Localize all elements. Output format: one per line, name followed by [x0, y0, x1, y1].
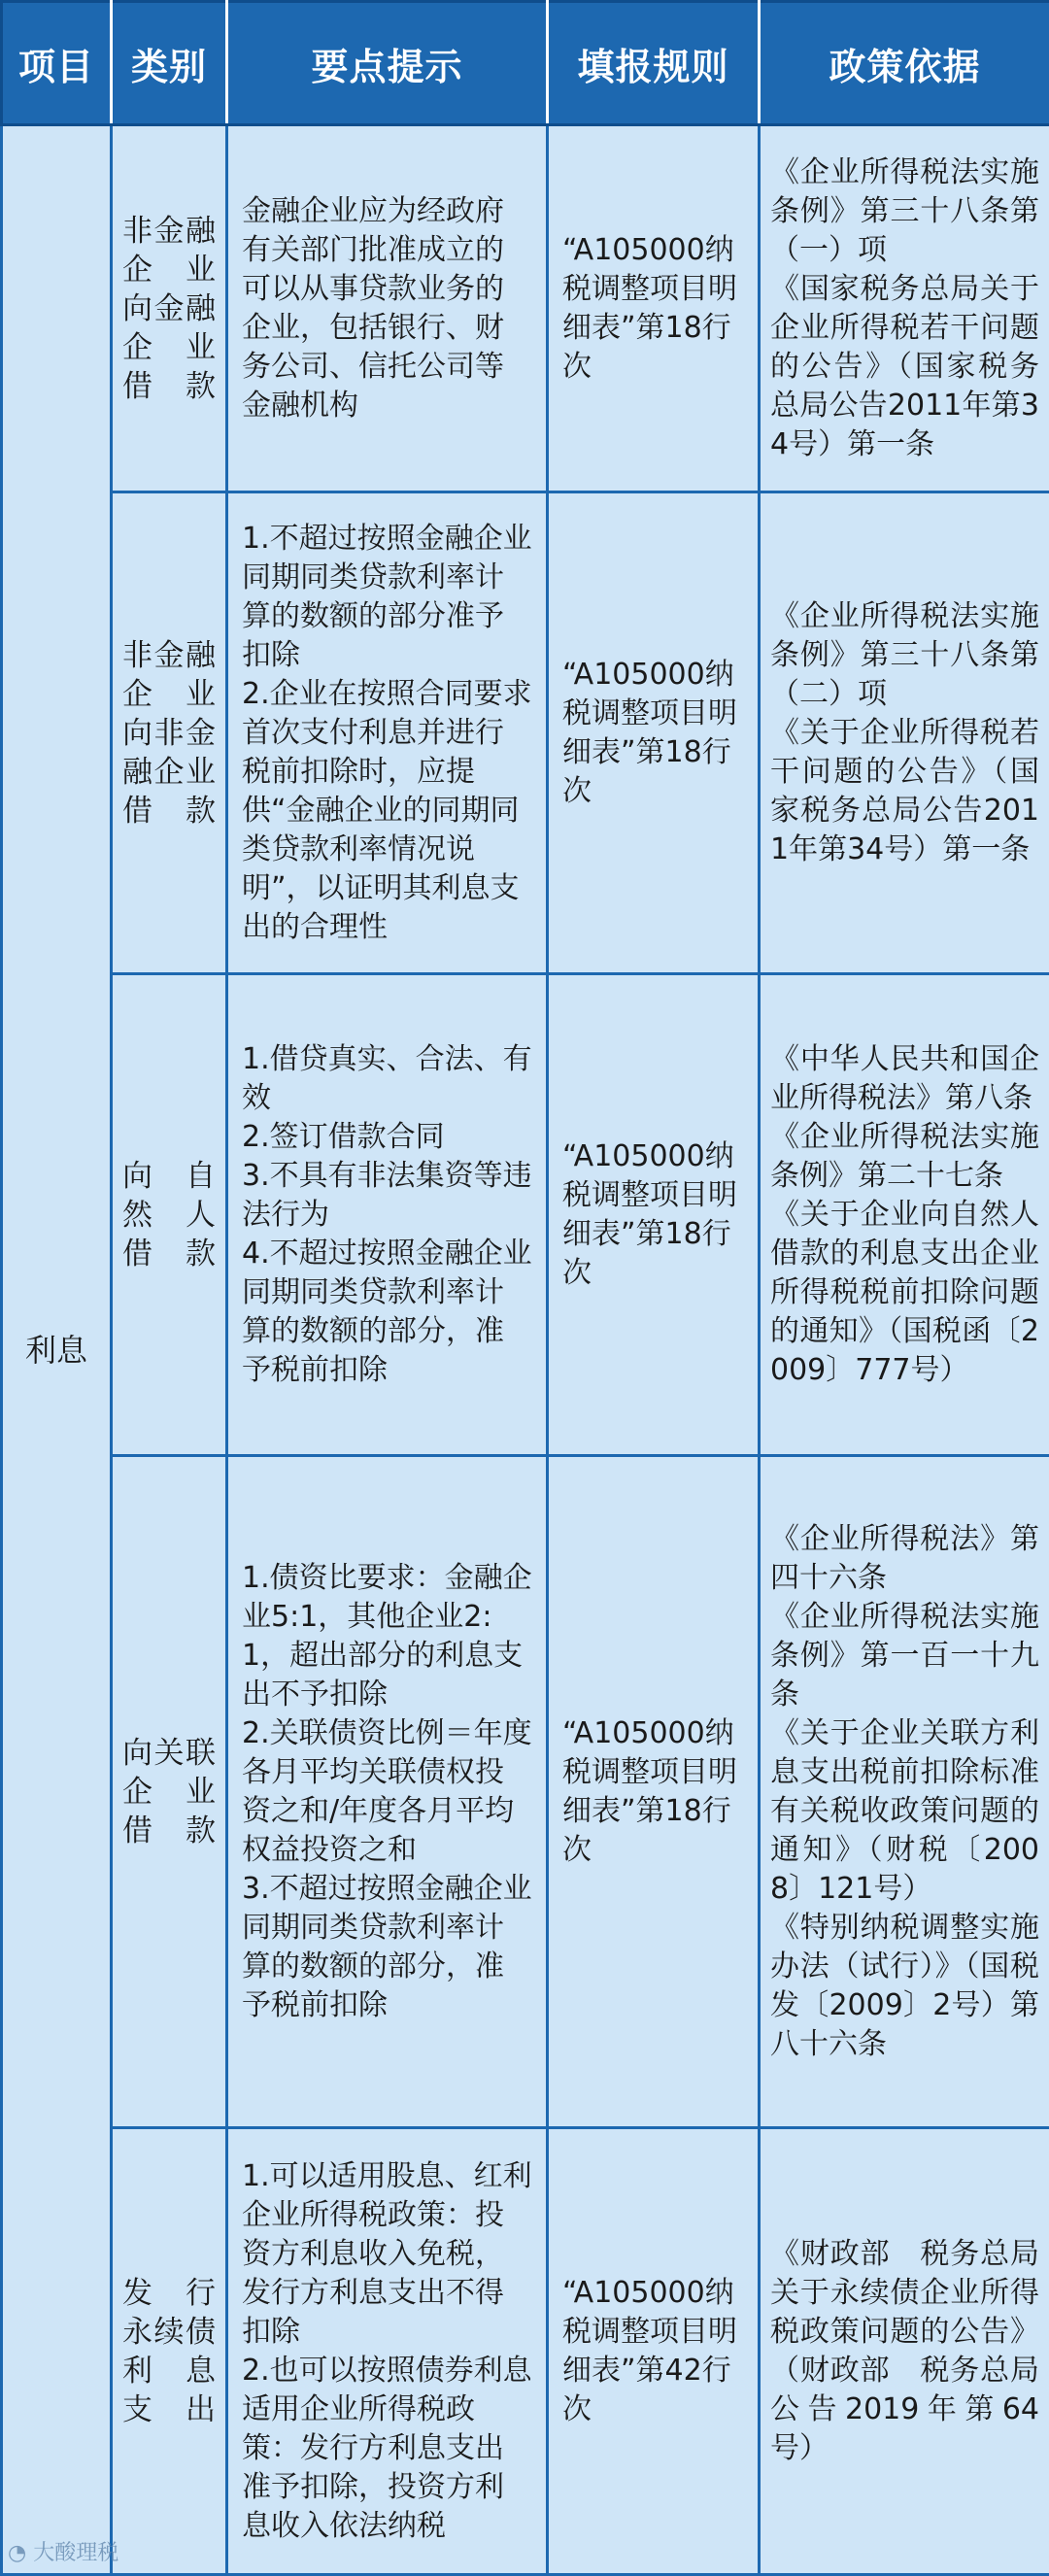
category-line: 向关联 [122, 1734, 216, 1773]
basis-line: 《企业所得税法实施条例》第三十八条第（一）项 [770, 153, 1039, 270]
header-row [2, 2, 1049, 125]
basis-cell [760, 492, 1049, 974]
category-cell [112, 492, 227, 974]
basis-line: 《特别纳税调整实施办法（试行）》（国税发〔2009〕2号）第八十六条 [770, 1909, 1039, 2064]
category-cell [112, 125, 227, 492]
category-line: 借款 [122, 1235, 216, 1273]
point-line: 1.债资比要求：金融企业5:1，其他企业2:1，超出部分的利息支出不予扣除 [242, 1559, 532, 1714]
basis-line: 《关于企业所得税若干问题的公告》（国家税务总局公告2011年第34号）第一条 [770, 714, 1039, 869]
category-line: 非金融 [122, 636, 216, 675]
basis-line: 《企业所得税法实施条例》第一百一十九条 [770, 1598, 1039, 1714]
points-cell [227, 2128, 548, 2575]
category-line: 然人 [122, 1196, 216, 1235]
category-line: 借 款 [122, 367, 216, 406]
basis-cell [760, 2128, 1049, 2575]
category-line: 支 出 [122, 2390, 216, 2429]
category-line: 向金融 [122, 289, 216, 328]
table-row [2, 2128, 1049, 2575]
header-item: 项目 [2, 2, 112, 125]
basis-cell [760, 974, 1049, 1456]
table-row [2, 492, 1049, 974]
watermark-logo [8, 2536, 118, 2566]
category-line: 非金融 [122, 212, 216, 251]
header-category: 类别 [112, 2, 227, 125]
point-line: 2.企业在按照合同要求首次支付利息并进行税前扣除时，应提供“金融企业的同期同类贷款利率情况说明”，以证明其利息支出的合理性 [242, 675, 532, 947]
basis-line: 《关于企业向自然人借款的利息支出企业所得税税前扣除问题的通知》（国税函〔2009〕777号） [770, 1196, 1039, 1390]
rule-cell: “A105000纳税调整项目明细表”第18行次 [548, 125, 760, 492]
category-line: 企 业 [122, 328, 216, 367]
category-line: 利 息 [122, 2352, 216, 2390]
point-line: 2.关联债资比例＝年度各月平均关联债权投资之和/年度各月平均权益投资之和 [242, 1714, 532, 1870]
category-line: 发 行 [122, 2274, 216, 2313]
category-line: 永续债 [122, 2313, 216, 2352]
rule-cell: “A105000纳税调整项目明细表”第18行次 [548, 492, 760, 974]
item-cell: 利息 [2, 125, 112, 2575]
watermark-icon: ◔ [8, 2541, 26, 2565]
category-line: 借 款 [122, 792, 216, 830]
point-line: 1.可以适用股息、红利企业所得税政策：投资方利息收入免税，发行方利息支出不得扣除 [242, 2157, 532, 2352]
basis-line: 《企业所得税法实施条例》第二十七条 [770, 1118, 1039, 1196]
basis-line: 《国家税务总局关于企业所得税若干问题的公告》（国家税务总局公告2011年第34号）第一条 [770, 270, 1039, 464]
table-row [2, 1456, 1049, 2128]
rule-cell: “A105000纳税调整项目明细表”第18行次 [548, 1456, 760, 2128]
points-cell [227, 1456, 548, 2128]
category-line: 融企业 [122, 753, 216, 792]
point-line: 1.不超过按照金融企业同期同类贷款利率计算的数额的部分准予扣除 [242, 520, 532, 675]
rule-cell: “A105000纳税调整项目明细表”第42行次 [548, 2128, 760, 2575]
basis-line: 《企业所得税法》第四十六条 [770, 1520, 1039, 1598]
point-line: 2.也可以按照债券利息适用企业所得税政策：发行方利息支出准予扣除，投资方利息收入依法纳税 [242, 2352, 532, 2546]
category-line: 向自 [122, 1157, 216, 1196]
point-line: 1.借贷真实、合法、有效 [242, 1040, 532, 1118]
category-line: 企 业 [122, 1773, 216, 1812]
table-row [2, 974, 1049, 1456]
rule-cell: “A105000纳税调整项目明细表”第18行次 [548, 974, 760, 1456]
basis-line: 《中华人民共和国企业所得税法》第八条 [770, 1040, 1039, 1118]
basis-line: 《关于企业关联方利息支出税前扣除标准有关税收政策问题的通知》（财税〔2008〕121号） [770, 1714, 1039, 1909]
points-cell [227, 125, 548, 492]
point-line: 3.不具有非法集资等违法行为 [242, 1157, 532, 1235]
points-cell [227, 492, 548, 974]
point-line: 金融企业应为经政府有关部门批准成立的可以从事贷款业务的企业，包括银行、财务公司、信托公司等金融机构 [242, 192, 532, 425]
category-line: 借 款 [122, 1812, 216, 1850]
category-cell [112, 974, 227, 1456]
table-row [2, 125, 1049, 492]
basis-cell [760, 1456, 1049, 2128]
point-line: 2.签订借款合同 [242, 1118, 532, 1157]
basis-line: 《财政部 税务总局关于永续债企业所得税政策问题的公告》（财政部 税务总局公告2019年第64号） [770, 2235, 1039, 2468]
category-cell [112, 2128, 227, 2575]
point-line: 4.不超过按照金融企业同期同类贷款利率计算的数额的部分，准予税前扣除 [242, 1235, 532, 1390]
category-cell [112, 1456, 227, 2128]
category-line: 企 业 [122, 675, 216, 714]
watermark-text: 大酸理税 [33, 2541, 118, 2565]
category-line: 向非金 [122, 714, 216, 753]
points-cell [227, 974, 548, 1456]
basis-line: 《企业所得税法实施条例》第三十八条第（二）项 [770, 597, 1039, 714]
point-line: 3.不超过按照金融企业同期同类贷款利率计算的数额的部分，准予税前扣除 [242, 1870, 532, 2025]
header-basis: 政策依据 [760, 2, 1049, 125]
header-rule: 填报规则 [548, 2, 760, 125]
basis-cell [760, 125, 1049, 492]
header-points: 要点提示 [227, 2, 548, 125]
category-line: 企 业 [122, 251, 216, 289]
